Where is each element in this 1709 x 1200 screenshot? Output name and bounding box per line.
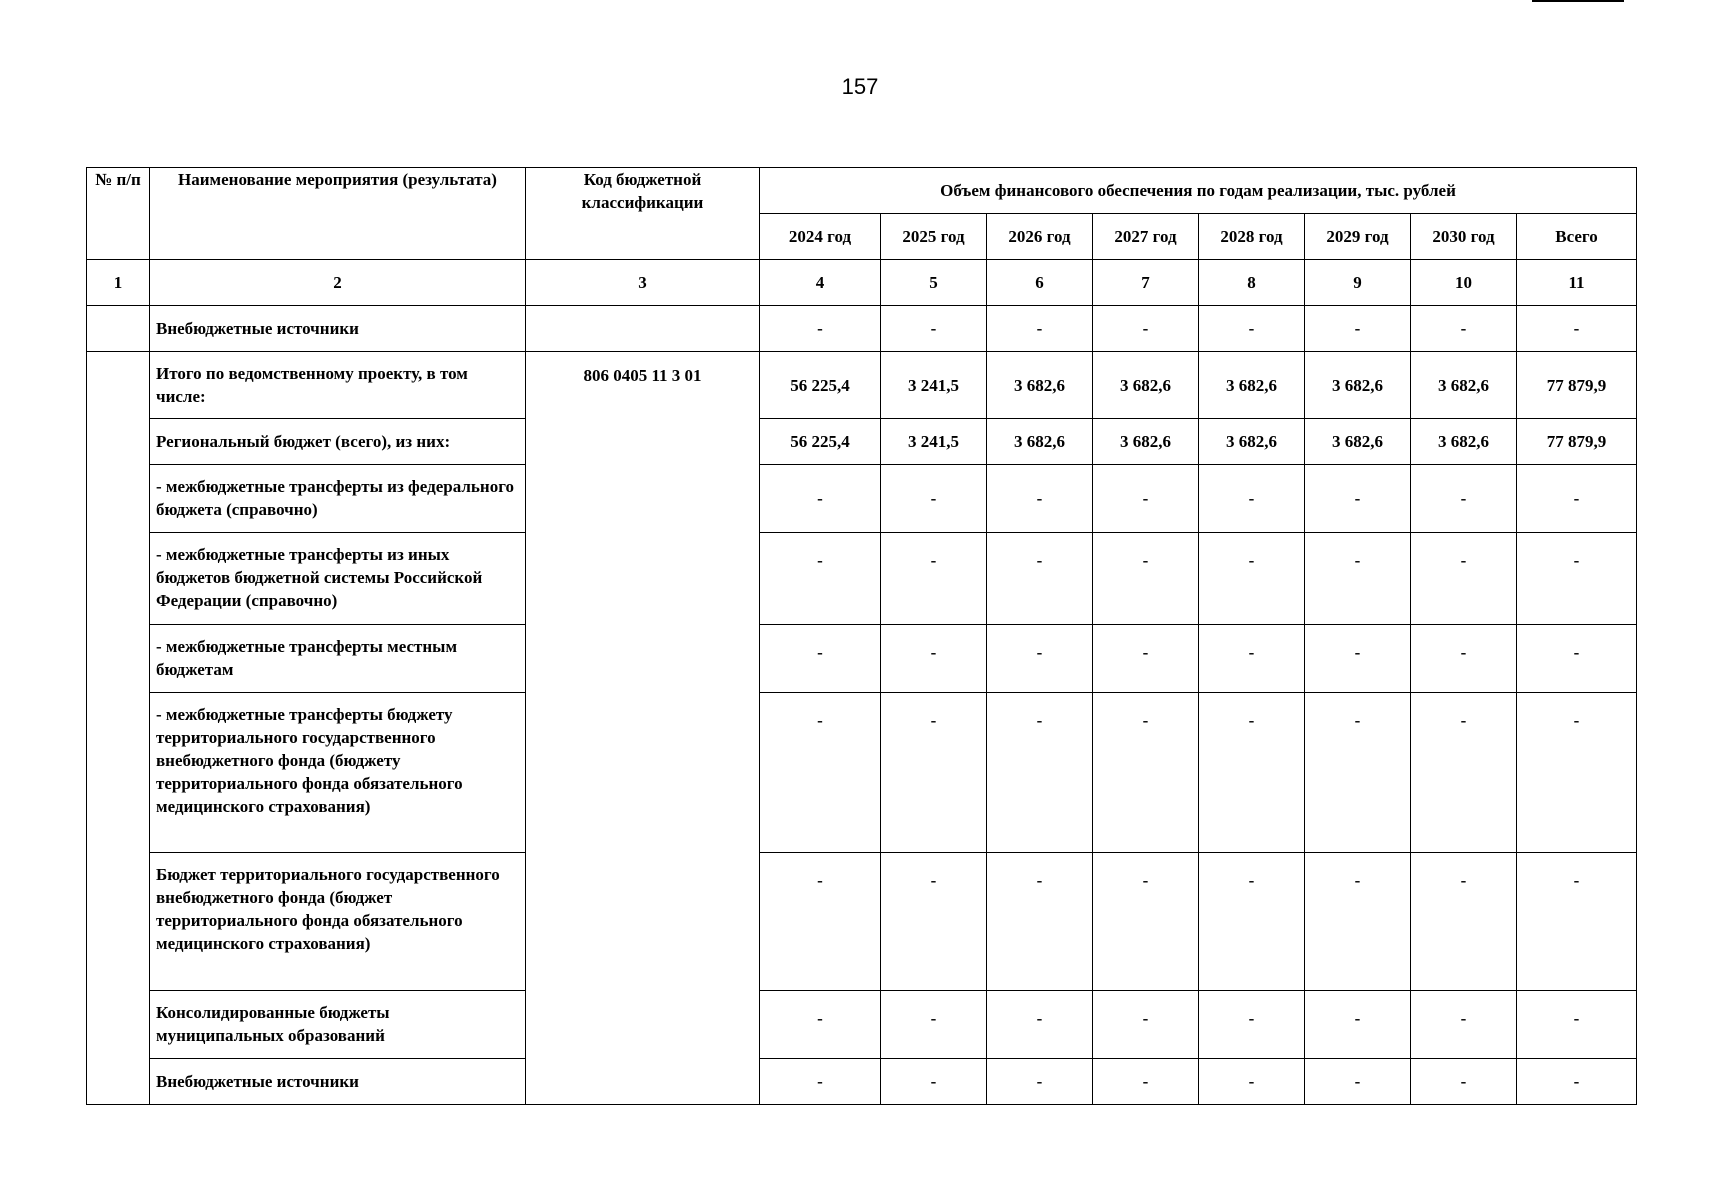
value-cell: - — [1305, 533, 1411, 625]
value-cell: 3 682,6 — [987, 419, 1093, 465]
value-cell: - — [1093, 465, 1199, 533]
value-cell: - — [760, 625, 881, 693]
code-cell — [526, 306, 760, 352]
value-cell: - — [1199, 853, 1305, 991]
value-cell: - — [987, 533, 1093, 625]
column-number: 8 — [1199, 260, 1305, 306]
column-number: 1 — [87, 260, 150, 306]
value-cell: - — [1517, 693, 1637, 853]
table-row — [87, 533, 1637, 625]
value-cell: - — [1093, 853, 1199, 991]
value-cell: - — [760, 306, 881, 352]
value-cell: - — [987, 693, 1093, 853]
table-row — [87, 419, 1637, 465]
value-cell: - — [987, 853, 1093, 991]
value-cell: - — [1517, 1059, 1637, 1105]
row-label: Итого по ведомственному проекту, в том числе: — [150, 352, 526, 419]
value-cell: - — [1411, 1059, 1517, 1105]
header-year-2027: 2027 год — [1093, 214, 1199, 260]
table-row — [87, 991, 1637, 1059]
value-cell: - — [760, 533, 881, 625]
column-number: 9 — [1305, 260, 1411, 306]
value-cell: 3 682,6 — [1199, 419, 1305, 465]
value-cell: - — [760, 465, 881, 533]
header-year-2030: 2030 год — [1411, 214, 1517, 260]
value-cell: 56 225,4 — [760, 419, 881, 465]
value-cell: - — [1411, 991, 1517, 1059]
value-cell: - — [1199, 306, 1305, 352]
value-cell: - — [1305, 991, 1411, 1059]
value-cell: - — [881, 991, 987, 1059]
value-cell: - — [1517, 853, 1637, 991]
header-year-2026: 2026 год — [987, 214, 1093, 260]
value-cell: - — [1199, 625, 1305, 693]
header-num: № п/п — [87, 168, 150, 260]
value-cell: - — [987, 991, 1093, 1059]
value-cell: - — [1093, 1059, 1199, 1105]
value-cell: - — [1199, 1059, 1305, 1105]
header-total: Всего — [1517, 214, 1637, 260]
value-cell: - — [1093, 991, 1199, 1059]
value-cell: - — [1517, 306, 1637, 352]
table-row — [87, 352, 1637, 419]
financing-table — [86, 167, 1637, 1105]
row-label: Региональный бюджет (всего), из них: — [150, 419, 526, 465]
value-cell: - — [987, 306, 1093, 352]
table-row — [87, 306, 1637, 352]
value-cell: - — [881, 533, 987, 625]
budget-code-cell: 806 0405 11 3 01 — [526, 352, 760, 1105]
header-year-2024: 2024 год — [760, 214, 881, 260]
value-cell: - — [1093, 693, 1199, 853]
column-number: 6 — [987, 260, 1093, 306]
value-cell: - — [881, 465, 987, 533]
value-cell: - — [760, 853, 881, 991]
header-financing-group: Объем финансового обеспечения по годам реализации, тыс. рублей — [760, 168, 1637, 214]
value-cell: - — [1411, 465, 1517, 533]
value-cell: - — [1305, 1059, 1411, 1105]
column-number: 3 — [526, 260, 760, 306]
value-cell: - — [1199, 465, 1305, 533]
value-cell: 3 682,6 — [1305, 352, 1411, 419]
value-cell: - — [881, 693, 987, 853]
value-cell: 3 682,6 — [1411, 419, 1517, 465]
value-cell: - — [1411, 306, 1517, 352]
value-cell: 3 241,5 — [881, 419, 987, 465]
table-row — [87, 625, 1637, 693]
row-label: Бюджет территориального государственного внебюджетного фонда (бюджет территориального фонда обязательного медицинского страхования) — [150, 853, 526, 991]
row-label: Консолидированные бюджеты муниципальных образований — [150, 991, 526, 1059]
row-label: Внебюджетные источники — [150, 1059, 526, 1105]
value-cell: - — [881, 1059, 987, 1105]
value-cell: 3 682,6 — [1305, 419, 1411, 465]
value-cell: - — [987, 465, 1093, 533]
column-numbers-row — [87, 260, 1637, 306]
row-label: - межбюджетные трансферты из иных бюджетов бюджетной системы Российской Федерации (справочно) — [150, 533, 526, 625]
column-number: 5 — [881, 260, 987, 306]
value-cell: 3 682,6 — [1093, 352, 1199, 419]
column-number: 2 — [150, 260, 526, 306]
value-cell: - — [1305, 465, 1411, 533]
value-cell: - — [987, 1059, 1093, 1105]
value-cell: - — [987, 625, 1093, 693]
value-cell: - — [1199, 533, 1305, 625]
value-cell: - — [1411, 853, 1517, 991]
value-cell: - — [1305, 625, 1411, 693]
value-cell: - — [1411, 693, 1517, 853]
value-cell: 3 682,6 — [1411, 352, 1517, 419]
value-cell: - — [1517, 533, 1637, 625]
header-year-2028: 2028 год — [1199, 214, 1305, 260]
value-cell: 3 682,6 — [1199, 352, 1305, 419]
value-cell: - — [760, 1059, 881, 1105]
table-row — [87, 693, 1637, 853]
row-number-cell — [87, 352, 150, 1105]
value-cell: 77 879,9 — [1517, 419, 1637, 465]
row-number-cell — [87, 306, 150, 352]
top-edge-rule — [1532, 0, 1624, 2]
value-cell: 56 225,4 — [760, 352, 881, 419]
value-cell: - — [760, 693, 881, 853]
value-cell: - — [1093, 625, 1199, 693]
table-row — [87, 853, 1637, 991]
row-label: - межбюджетные трансферты из федерального бюджета (справочно) — [150, 465, 526, 533]
value-cell: - — [1305, 853, 1411, 991]
value-cell: - — [1199, 693, 1305, 853]
header-year-2029: 2029 год — [1305, 214, 1411, 260]
header-name: Наименование мероприятия (результата) — [150, 168, 526, 260]
column-number: 10 — [1411, 260, 1517, 306]
value-cell: - — [1517, 991, 1637, 1059]
header-code: Код бюджетной классификации — [526, 168, 760, 260]
value-cell: 77 879,9 — [1517, 352, 1637, 419]
value-cell: 3 682,6 — [1093, 419, 1199, 465]
row-label: - межбюджетные трансферты местным бюджетам — [150, 625, 526, 693]
value-cell: - — [1411, 533, 1517, 625]
value-cell: - — [760, 991, 881, 1059]
header-year-2025: 2025 год — [881, 214, 987, 260]
value-cell: - — [1093, 533, 1199, 625]
row-label: Внебюджетные источники — [150, 306, 526, 352]
column-number: 11 — [1517, 260, 1637, 306]
row-label: - межбюджетные трансферты бюджету территориального государственного внебюджетного фонда (бюджету территориального фонда обязательного медицинского страхования) — [150, 693, 526, 853]
value-cell: - — [1305, 693, 1411, 853]
value-cell: - — [1305, 306, 1411, 352]
value-cell: 3 682,6 — [987, 352, 1093, 419]
value-cell: 3 241,5 — [881, 352, 987, 419]
value-cell: - — [881, 853, 987, 991]
value-cell: - — [881, 306, 987, 352]
table-row — [87, 1059, 1637, 1105]
value-cell: - — [1199, 991, 1305, 1059]
column-number: 4 — [760, 260, 881, 306]
value-cell: - — [1517, 625, 1637, 693]
value-cell: - — [1517, 465, 1637, 533]
column-number: 7 — [1093, 260, 1199, 306]
page-number: 157 — [841, 74, 879, 99]
table-row — [87, 465, 1637, 533]
value-cell: - — [881, 625, 987, 693]
value-cell: - — [1093, 306, 1199, 352]
value-cell: - — [1411, 625, 1517, 693]
